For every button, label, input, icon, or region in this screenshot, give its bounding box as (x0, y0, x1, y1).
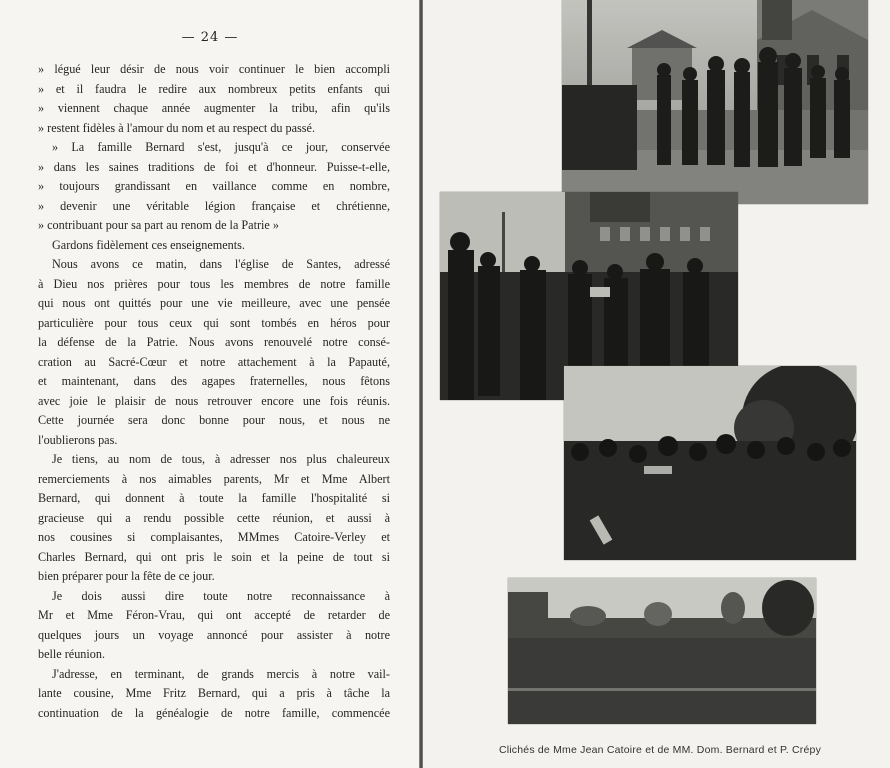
text-line: » devenir une véritable légion française et chrétienne, (38, 198, 390, 213)
photo-group-trees (564, 366, 856, 560)
text-line: J'adresse, en terminant, de grands mercis à notre vail- (52, 666, 390, 681)
text-line: à Dieu nos prières pour tous les membres de notre famille (38, 276, 390, 291)
text-line: » restent fidèles à l'amour du nom et au respect du passé. (38, 120, 316, 135)
text-line: » toujours grandissant en vaillance comme en nombre, (38, 179, 390, 193)
page-number: — 24 — (181, 30, 239, 45)
photo-credits-caption: Clichés de Mme Jean Catoire et de MM. Dom. Bernard et P. Crépy (498, 744, 822, 756)
text-line: Bernard, qui donnent à toute la famille l'hospitalité si (38, 491, 390, 505)
photo-field (508, 578, 816, 724)
left-page (0, 0, 420, 768)
text-line: gracieuse qui a rendu possible cette réunion, et aussi à (38, 510, 390, 525)
text-line: quelques jours un voyage annoncé pour assister à notre (38, 627, 390, 642)
text-line: cration au Sacré-Cœur et notre attachement à la Papauté, (38, 354, 390, 369)
text-line: et maintenant, dans des agapes fraternelles, nous fêtons (38, 374, 390, 388)
text-line: Je dois aussi dire toute notre reconnaissance à (52, 588, 390, 603)
text-line: continuation de la généalogie de notre famille, commencée (38, 705, 390, 720)
text-line: » La famille Bernard s'est, jusqu'à ce jour, conservée (52, 140, 390, 154)
text-line: Cette journée sera donc bonne pour nous, et nous ne (38, 413, 390, 427)
text-line: » légué leur désir de nous voir continuer le bien accompli (38, 62, 390, 76)
text-line: Nous avons ce matin, dans l'église de Santes, adressé (52, 257, 390, 271)
text-line: bien préparer pour la fête de ce jour. (38, 569, 215, 583)
text-line: Charles Bernard, qui ont pris le soin et la peine de tout si (38, 549, 390, 564)
text-line: qui nous ont quittés pour une vie meilleure, avec une pensée (38, 296, 390, 310)
text-line: » et il faudra le redire aux nombreux petits enfants qui (38, 81, 390, 96)
text-line: belle réunion. (38, 647, 106, 661)
text-line: » contribuant pour sa part au renom de la Patrie » (38, 218, 279, 232)
text-line: » dans les saines traditions de foi et d'honneur. Puisse-t-elle, (38, 159, 390, 174)
text-line: lante cousine, Mme Fritz Bernard, qui a pris à tâche la (38, 686, 390, 700)
text-line: particulière pour tous ceux qui sont tombés en héros pour (38, 315, 390, 330)
text-line: » viennent chaque année augmenter la tribu, afin qu'ils (38, 101, 390, 115)
text-line: Gardons fidèlement ces enseignements. (52, 237, 245, 252)
text-line: avec joie le plaisir de nous retrouver encore une fois réunis. (38, 393, 390, 408)
body-text (38, 60, 390, 723)
text-line: Je tiens, au nom de tous, à adresser nos plus chaleureux (52, 452, 390, 466)
text-line: remerciements à nos aimables parents, Mr et Mme Albert (38, 471, 390, 486)
photo-group-church (562, 0, 868, 204)
text-line: la défense de la Patrie. Nous avons renouvelé notre consé- (38, 335, 390, 349)
text-line: l'oublierons pas. (38, 432, 118, 447)
text-line: Mr et Mme Féron-Vrau, qui ont accepté de retarder de (38, 608, 390, 622)
text-line: nos cousines si complaisantes, MMmes Catoire-Verley et (38, 530, 390, 544)
